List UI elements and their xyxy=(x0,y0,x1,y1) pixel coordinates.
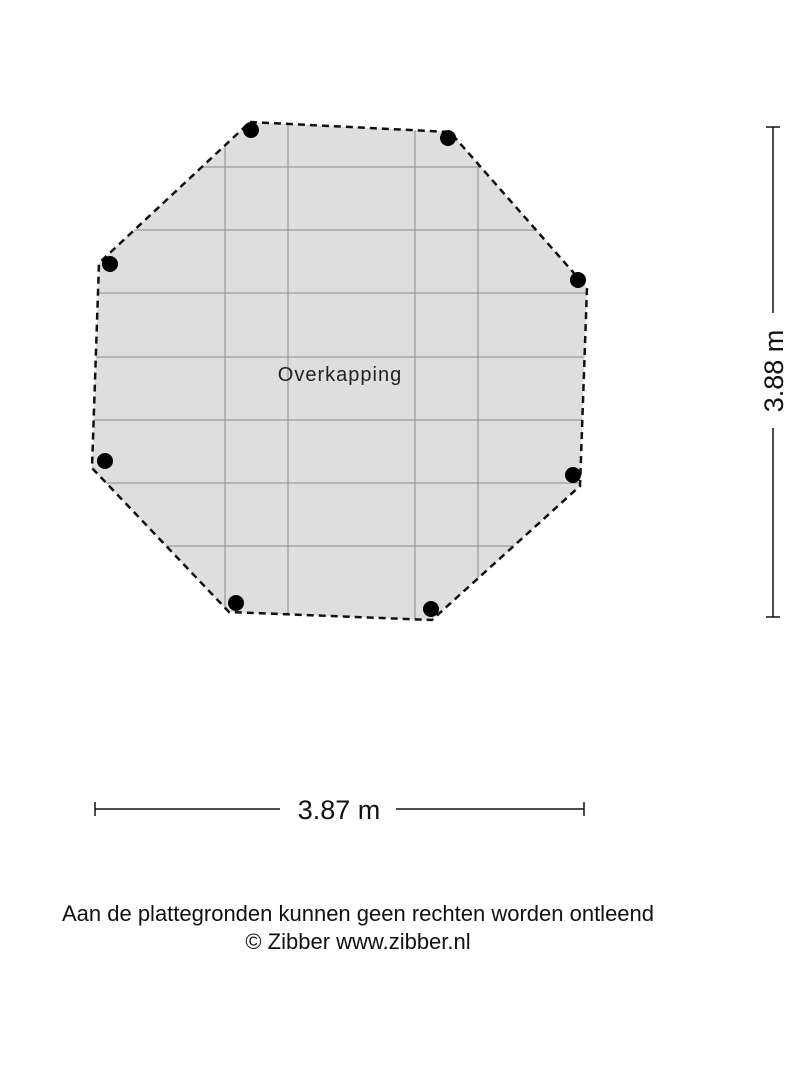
post-marker xyxy=(570,272,586,288)
width-dimension-label: 3.87 m xyxy=(297,795,381,825)
post-marker xyxy=(97,453,113,469)
post-marker xyxy=(228,595,244,611)
post-marker xyxy=(243,122,259,138)
copyright-text: © Zibber www.zibber.nl xyxy=(245,929,471,954)
post-marker xyxy=(440,130,456,146)
post-marker xyxy=(565,467,581,483)
room-label: Overkapping xyxy=(277,364,403,386)
post-marker xyxy=(102,256,118,272)
disclaimer-text: Aan de plattegronden kunnen geen rechten worden ontleend xyxy=(61,901,655,926)
post-marker xyxy=(423,601,439,617)
height-dimension-label: 3.88 m xyxy=(759,329,789,413)
